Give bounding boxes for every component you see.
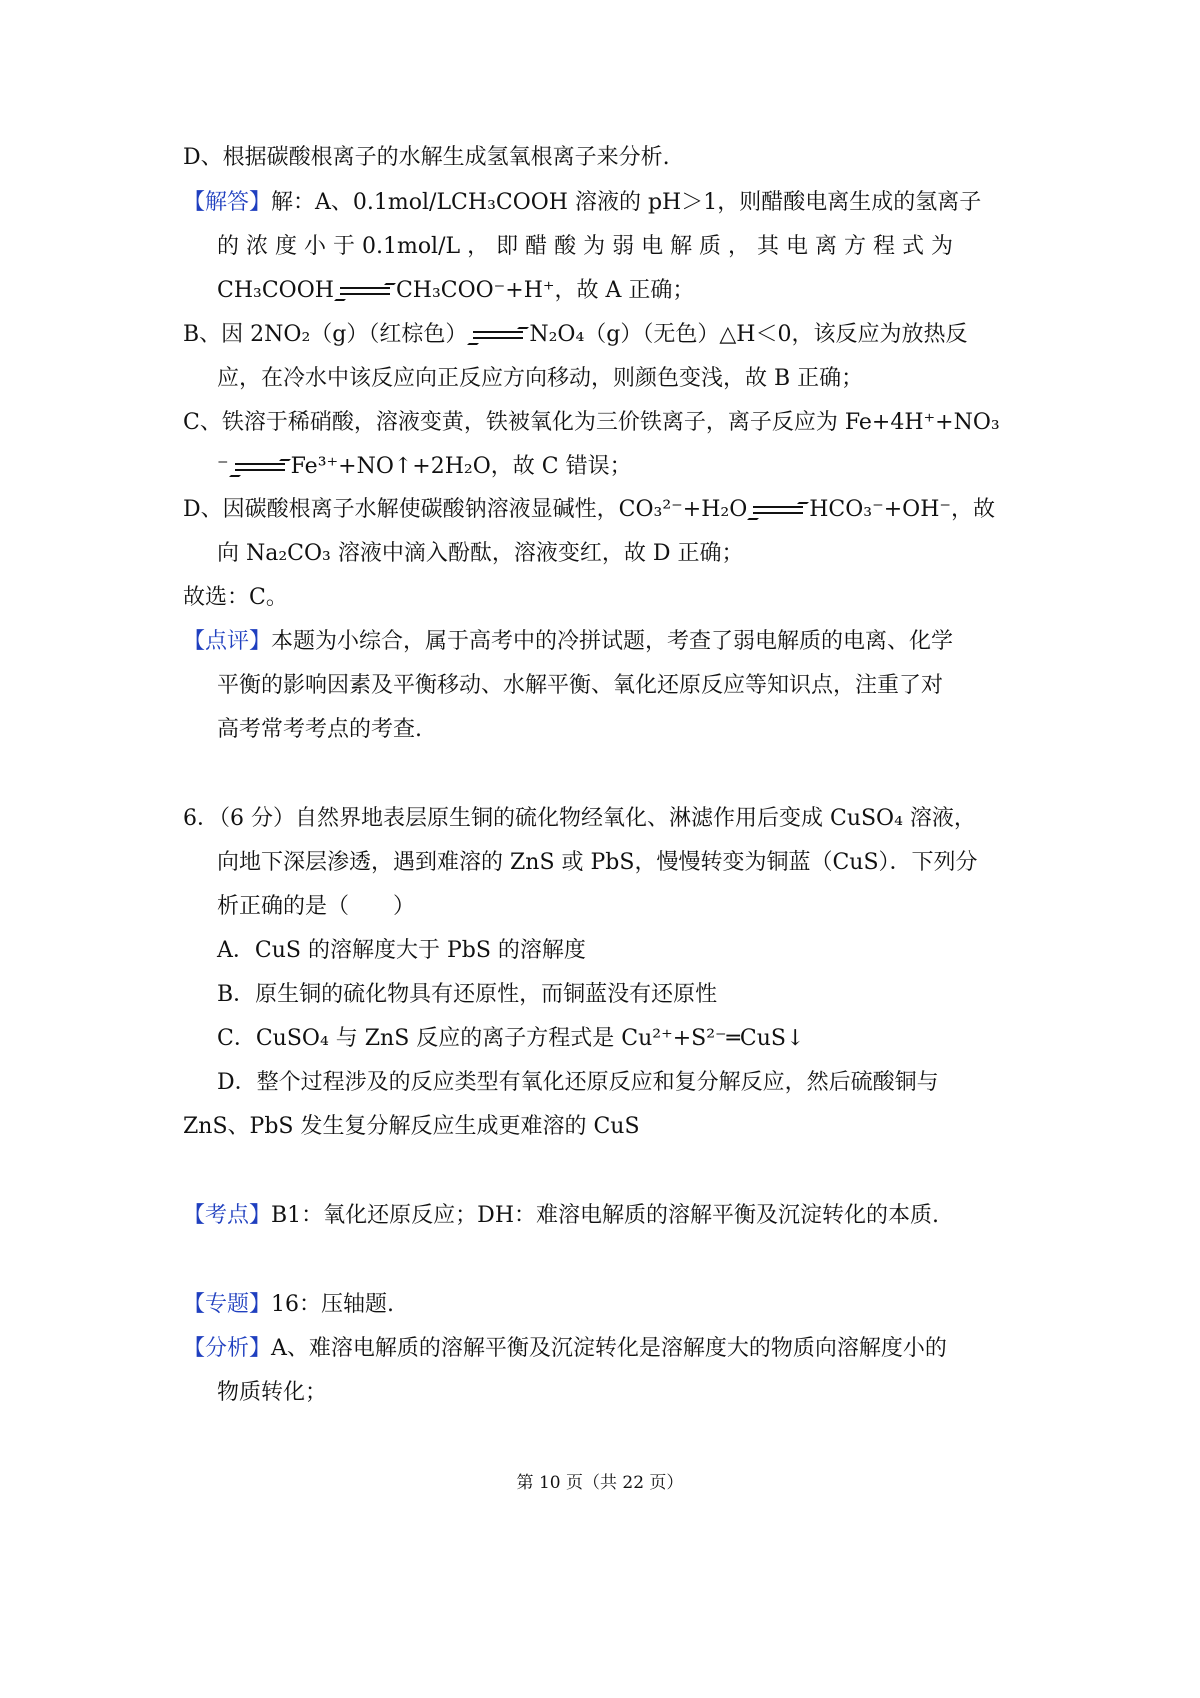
page-footer: 第 10 页（共 22 页） [516,1473,684,1493]
option-b: B．原生铜的硫化物具有还原性，而铜蓝没有还原性 [217,982,718,1007]
option-c: C．CuSO₄ 与 ZnS 反应的离子方程式是 Cu²⁺+S²⁻═CuS↓ [217,1026,805,1051]
equation-right: CH₃COO⁻+H⁺，故 A 正确； [395,278,695,303]
equilibrium-arrow-icon [336,283,394,299]
answer-line-d2: 向 Na₂CO₃ 溶液中滴入酚酞，溶液变红，故 D 正确； [217,541,744,566]
comment-line-2: 平衡的影响因素及平衡移动、水解平衡、氧化还原反应等知识点，注重了对 [217,673,944,698]
b-right: N₂O₄（g）（无色）△H＜0，该反应为放热反 [529,322,968,347]
c-left: ⁻ [217,454,229,479]
equilibrium-arrow-icon [231,459,289,475]
comment-line-1 [183,627,953,657]
answer-line-3 [217,276,694,306]
equation-left: CH₃COOH [217,278,334,303]
fenxi-tag: 【分析】 [183,1336,272,1361]
choose-line: 故选：C。 [183,585,288,610]
answer-line-c2 [217,452,632,482]
answer-tag: 【解答】 [183,190,272,215]
b-left: B、因 2NO₂（g）（红棕色） [183,322,468,347]
zhuanti-tag: 【专题】 [183,1292,272,1317]
fenxi-text-1: A、难溶电解质的溶解平衡及沉淀转化是溶解度大的物质向溶解度小的 [271,1336,947,1361]
comment-tag: 【点评】 [183,629,272,654]
zhuanti-text: 16：压轴题. [271,1292,395,1317]
option-a: A．CuS 的溶解度大于 PbS 的溶解度 [217,938,586,963]
question-line-2: 向地下深层渗透，遇到难溶的 ZnS 或 PbS，慢慢转变为铜蓝（CuS）．下列分 [217,850,978,875]
fenxi-line-1 [183,1334,947,1364]
d-left: D、因碳酸根离子水解使碳酸钠溶液显碱性，CO₃²⁻+H₂O [183,497,748,522]
comment-text-1: 本题为小综合，属于高考中的冷拼试题，考查了弱电解质的电离、化学 [271,629,954,654]
answer-line-b2: 应，在冷水中该反应向正反应方向移动，则颜色变浅，故 B 正确； [217,366,864,391]
c-right: Fe³⁺+NO↑+2H₂O，故 C 错误； [290,454,632,479]
kaodian-tag: 【考点】 [183,1203,272,1228]
option-d-1: D．整个过程涉及的反应类型有氧化还原反应和复分解反应，然后硫酸铜与 [217,1070,939,1095]
question-line-1: 6．（6 分）自然界地表层原生铜的硫化物经氧化、淋滤作用后变成 CuSO₄ 溶液， [183,806,976,831]
answer-line-d1 [183,495,995,525]
option-d-2: ZnS、PbS 发生复分解反应生成更难溶的 CuS [183,1114,640,1139]
kaodian-line [183,1201,939,1231]
answer-line-b1 [183,320,967,350]
analysis-line-d: D、根据碳酸根离子的水解生成氢氧根离子来分析. [183,145,670,170]
equilibrium-arrow-icon [749,502,807,518]
answer-line-1 [183,188,981,218]
equilibrium-arrow-icon [469,327,527,343]
answer-line-c1: C、铁溶于稀硝酸，溶液变黄，铁被氧化为三价铁离子，离子反应为 Fe+4H⁺+NO₃ [183,410,1000,435]
comment-line-3: 高考常考考点的考查. [217,717,422,742]
question-line-3: 析正确的是（ ） [217,894,416,919]
answer-text-1: 解：A、0.1mol/LCH₃COOH 溶液的 pH＞1，则醋酸电离生成的氢离子 [271,190,982,215]
answer-line-2: 的 浓 度 小 于 0.1mol/L ， 即 醋 酸 为 弱 电 解 质 ， 其 电 离 方 程 式 为 [217,234,954,259]
fenxi-line-2: 物质转化； [217,1380,328,1405]
kaodian-text: B1：氧化还原反应；DH：难溶电解质的溶解平衡及沉淀转化的本质. [271,1203,939,1228]
zhuanti-line [183,1290,394,1320]
d-right: HCO₃⁻+OH⁻，故 [809,497,996,522]
